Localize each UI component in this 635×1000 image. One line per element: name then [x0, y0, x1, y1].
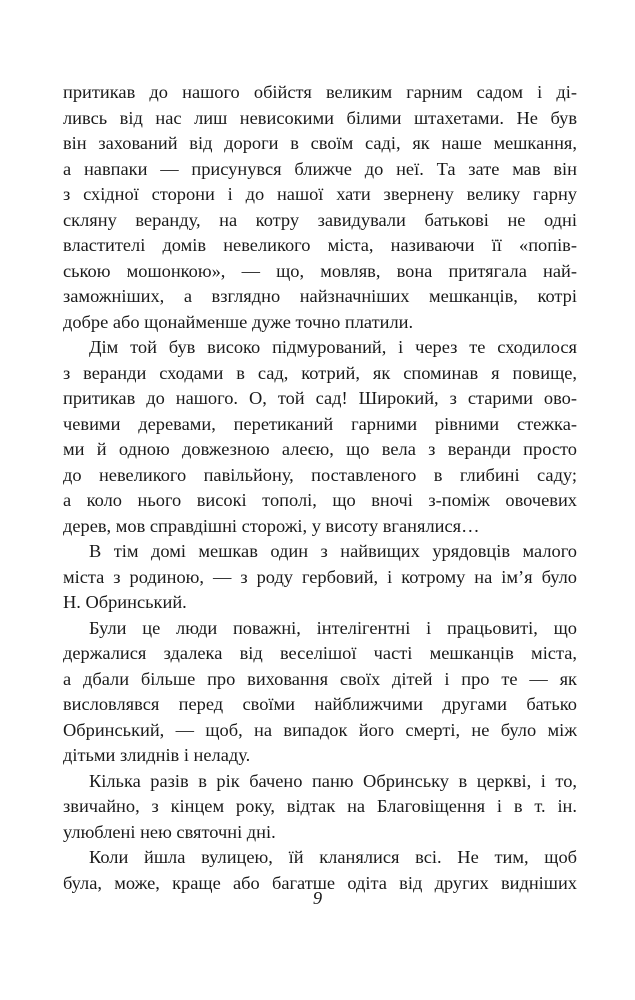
paragraph-2: [63, 335, 577, 539]
text-line: до невеликого павільйону, поставленого в глибині саду;: [63, 464, 577, 485]
paragraph-4: [63, 616, 577, 769]
text-line: добре або щонайменше дуже точно платили.: [63, 311, 414, 332]
text-line: чевими деревами, перетиканий гарними рівними стежка-: [63, 413, 577, 434]
text-line: Обринський, — щоб, на випадок його смерті, не було між: [63, 719, 577, 740]
text-line: міста з родиною, — з роду гербовий, і котрому на ім’я було: [63, 566, 577, 587]
text-line: Дім той був високо підмурований, і через те сходилося: [89, 337, 577, 357]
text-line: з веранди сходами в сад, котрий, як споминав я повище,: [63, 362, 577, 383]
text-line: дерев, мов справдішні сторожі, у висоту вганялися…: [63, 515, 480, 536]
paragraph-3: [63, 539, 577, 616]
text-line: заможніших, а взглядно найзначніших мешканців, котрі: [63, 286, 577, 306]
text-line: ською мошонкою», — що, мовляв, вона притягала най-: [63, 260, 577, 281]
text-line: він захований від дороги в своїм саді, як наше мешкання,: [63, 133, 577, 153]
text-line: притикав до нашого. О, той сад! Широкий, з старими ово-: [63, 388, 577, 408]
text-line: В тім домі мешкав один з найвищих урядовців малого: [89, 541, 577, 561]
paragraph-1: [63, 80, 577, 335]
text-line: Були це люди поважні, інтелігентні і працьовиті, що: [89, 617, 577, 638]
text-line: держалися здалека від веселішої часті мешканців міста,: [63, 643, 577, 663]
text-line: Коли йшла вулицею, їй кланялися всі. Не тим, щоб: [89, 847, 577, 867]
text-line: а дбали більше про виховання своїх дітей і про те — як: [63, 668, 577, 689]
page-body: [63, 80, 577, 896]
text-line: притикав до нашого обійстя великим гарним садом і ді-: [63, 82, 577, 102]
paragraph-5: [63, 769, 577, 846]
text-line: ми й одною довжезною алеєю, що вела з веранди просто: [63, 439, 577, 459]
text-line: висловлявся перед своїми найближчими другами батько: [63, 694, 577, 714]
text-line: а коло нього високі тополі, що вночі з-поміж овочевих: [63, 490, 577, 510]
text-line: Н. Обринський.: [63, 592, 187, 612]
text-line: звичайно, з кінцем року, відтак на Благовіщення і в т. ін.: [63, 796, 577, 816]
text-line: з східної сторони і до нашої хати звернену велику гарну: [63, 184, 577, 204]
text-line: властителі домів невеликого міста, називаючи її «попів-: [63, 235, 577, 255]
text-line: а навпаки — присунувся ближче до неї. Та зате мав він: [63, 158, 577, 179]
text-line: ливсь від нас лиш невисокими білими штахетами. Не був: [63, 107, 577, 128]
text-line: улюблені нею святочні дні.: [63, 821, 276, 842]
text-line: була, може, краще або багатше одіта від других видніших: [63, 872, 577, 893]
page-number: 9: [312, 888, 323, 908]
text-line: скляну веранду, на котру завидували батькові не одні: [63, 209, 577, 230]
text-line: дітьми злиднів і неладу.: [63, 745, 251, 765]
text-line: Кілька разів в рік бачено паню Обринську в церкві, і то,: [89, 770, 577, 791]
